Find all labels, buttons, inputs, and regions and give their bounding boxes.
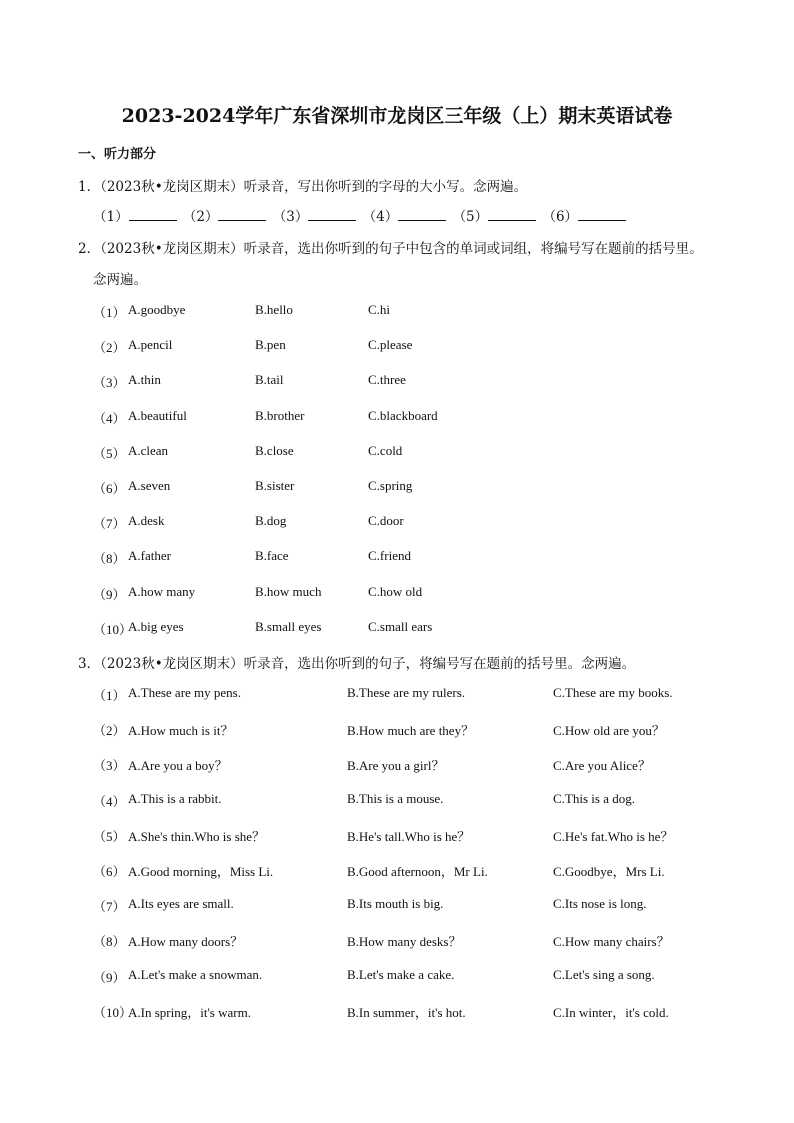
option-c[interactable]: C.This is a dog.	[553, 790, 635, 806]
option-b[interactable]: B.Let's make a cake.	[347, 966, 455, 982]
option-a[interactable]: A.pencil	[128, 337, 173, 353]
option-c[interactable]: C.He's fat.Who is he？	[553, 828, 674, 844]
option-b[interactable]: B.How much are they？	[347, 723, 475, 739]
option-b[interactable]: B.He's tall.Who is he？	[347, 828, 471, 844]
option-c[interactable]: C.Goodbye，Mrs Li.	[553, 864, 665, 879]
option-a[interactable]: A.thin	[128, 372, 161, 388]
page-title: 2023-2024学年广东省深圳市龙岗区三年级（上）期末英语试卷	[121, 105, 673, 127]
item-number: （2）	[93, 723, 126, 739]
option-c[interactable]: C.In winter，it's cold.	[553, 1004, 669, 1020]
question-2-text-cont: 念两遍。	[93, 272, 147, 288]
blank-label: （3）	[272, 209, 309, 225]
blank-label: （4）	[362, 209, 399, 225]
answer-blank[interactable]	[578, 207, 626, 221]
option-b[interactable]: B.dog	[255, 513, 287, 529]
option-a[interactable]: A.how many	[128, 583, 196, 599]
option-b[interactable]: B.hello	[255, 302, 293, 317]
blank-label: （2）	[182, 209, 219, 225]
option-c[interactable]: C.Are you Alice？	[553, 758, 651, 774]
option-c[interactable]: C.friend	[368, 548, 411, 564]
option-c[interactable]: C.three	[368, 372, 406, 388]
option-a[interactable]: A.desk	[128, 513, 165, 529]
option-b[interactable]: B.sister	[255, 478, 295, 493]
item-number: （3）	[93, 375, 126, 391]
item-number: （4）	[93, 793, 126, 809]
option-c[interactable]: C.cold	[368, 442, 403, 458]
blank-label: （5）	[452, 209, 489, 225]
section-heading-listening: 一、听力部分	[78, 147, 157, 162]
option-a[interactable]: A.This is a rabbit.	[128, 790, 222, 806]
option-a[interactable]: A.Its eyes are small.	[128, 896, 234, 912]
answer-blank[interactable]	[488, 207, 536, 221]
option-b[interactable]: B.Good afternoon，Mr Li.	[347, 864, 488, 879]
question-1-text: 1．（2023秋•龙岗区期末）听录音，写出你听到的字母的大小写。念两遍。	[78, 179, 528, 195]
item-number: （10）	[93, 621, 133, 637]
blank-label: （6）	[542, 209, 579, 225]
option-b[interactable]: B.These are my rulers.	[347, 685, 466, 700]
option-a[interactable]: A.Are you a boy？	[128, 758, 228, 774]
item-number: （5）	[93, 828, 126, 844]
option-c[interactable]: C.These are my books.	[553, 685, 673, 700]
option-c[interactable]: C.Let's sing a song.	[553, 966, 655, 982]
option-c[interactable]: C.spring	[368, 478, 413, 493]
question-3-text: 3．（2023秋•龙岗区期末）听录音，选出你听到的句子，将编号写在题前的括号里。念两遍。	[78, 656, 636, 672]
option-b[interactable]: B.how much	[255, 583, 322, 599]
option-c[interactable]: C.please	[368, 337, 413, 353]
item-number: （5）	[93, 445, 126, 461]
item-number: （7）	[93, 899, 126, 915]
option-a[interactable]: A.These are my pens.	[128, 685, 241, 700]
option-b[interactable]: B.This is a mouse.	[347, 790, 444, 806]
question-1-blanks	[93, 205, 628, 225]
item-number: （7）	[93, 516, 126, 532]
option-b[interactable]: B.small eyes	[255, 618, 322, 634]
option-a[interactable]: A.clean	[128, 442, 169, 458]
item-number: （1）	[93, 305, 126, 320]
option-a[interactable]: A.How much is it？	[128, 723, 234, 739]
answer-blank[interactable]	[218, 207, 266, 221]
item-number: （9）	[93, 586, 126, 602]
answer-blank[interactable]	[308, 207, 356, 221]
option-a[interactable]: A.Good morning，Miss Li.	[128, 864, 274, 879]
option-a[interactable]: A.big eyes	[128, 618, 184, 634]
item-number: （6）	[93, 481, 126, 496]
option-a[interactable]: A.She's thin.Who is she？	[128, 828, 266, 844]
option-b[interactable]: B.Its mouth is big.	[347, 896, 444, 912]
option-a[interactable]: A.Let's make a snowman.	[128, 966, 263, 982]
blank-label: （1）	[93, 209, 129, 225]
option-c[interactable]: C.How old are you？	[553, 723, 665, 739]
option-a[interactable]: A.In spring，it's warm.	[128, 1004, 251, 1020]
item-number: （3）	[93, 758, 126, 774]
option-b[interactable]: B.close	[255, 442, 294, 458]
option-c[interactable]: C.Its nose is long.	[553, 896, 647, 912]
option-b[interactable]: B.pen	[255, 337, 286, 353]
option-b[interactable]: B.brother	[255, 407, 305, 423]
option-c[interactable]: C.how old	[368, 583, 423, 599]
answer-blank[interactable]	[398, 207, 446, 221]
option-c[interactable]: C.door	[368, 513, 404, 529]
option-a[interactable]: A.seven	[128, 478, 171, 493]
option-b[interactable]: B.Are you a girl？	[347, 758, 445, 774]
option-a[interactable]: A.goodbye	[128, 302, 186, 317]
option-b[interactable]: B.In summer，it's hot.	[347, 1004, 466, 1020]
option-b[interactable]: B.How many desks？	[347, 934, 462, 950]
option-a[interactable]: A.How many doors？	[128, 934, 244, 950]
option-c[interactable]: C.hi	[368, 302, 391, 317]
option-b[interactable]: B.face	[255, 548, 289, 564]
answer-blank[interactable]	[129, 207, 177, 221]
item-number: （6）	[93, 864, 126, 879]
option-c[interactable]: C.small ears	[368, 618, 433, 634]
question-2-text: 2．（2023秋•龙岗区期末）听录音，选出你听到的句子中包含的单词或词组，将编号写在题前的括号里。	[78, 241, 703, 257]
item-number: （9）	[93, 969, 126, 985]
option-a[interactable]: A.father	[128, 548, 171, 564]
item-number: （4）	[93, 410, 126, 426]
item-number: （8）	[93, 934, 126, 950]
option-c[interactable]: C.blackboard	[368, 407, 438, 423]
option-c[interactable]: C.How many chairs？	[553, 934, 670, 950]
item-number: （10）	[93, 1004, 133, 1020]
item-number: （1）	[93, 688, 126, 703]
item-number: （2）	[93, 340, 126, 356]
option-a[interactable]: A.beautiful	[128, 407, 187, 423]
option-b[interactable]: B.tail	[255, 372, 284, 388]
item-number: （8）	[93, 551, 126, 567]
